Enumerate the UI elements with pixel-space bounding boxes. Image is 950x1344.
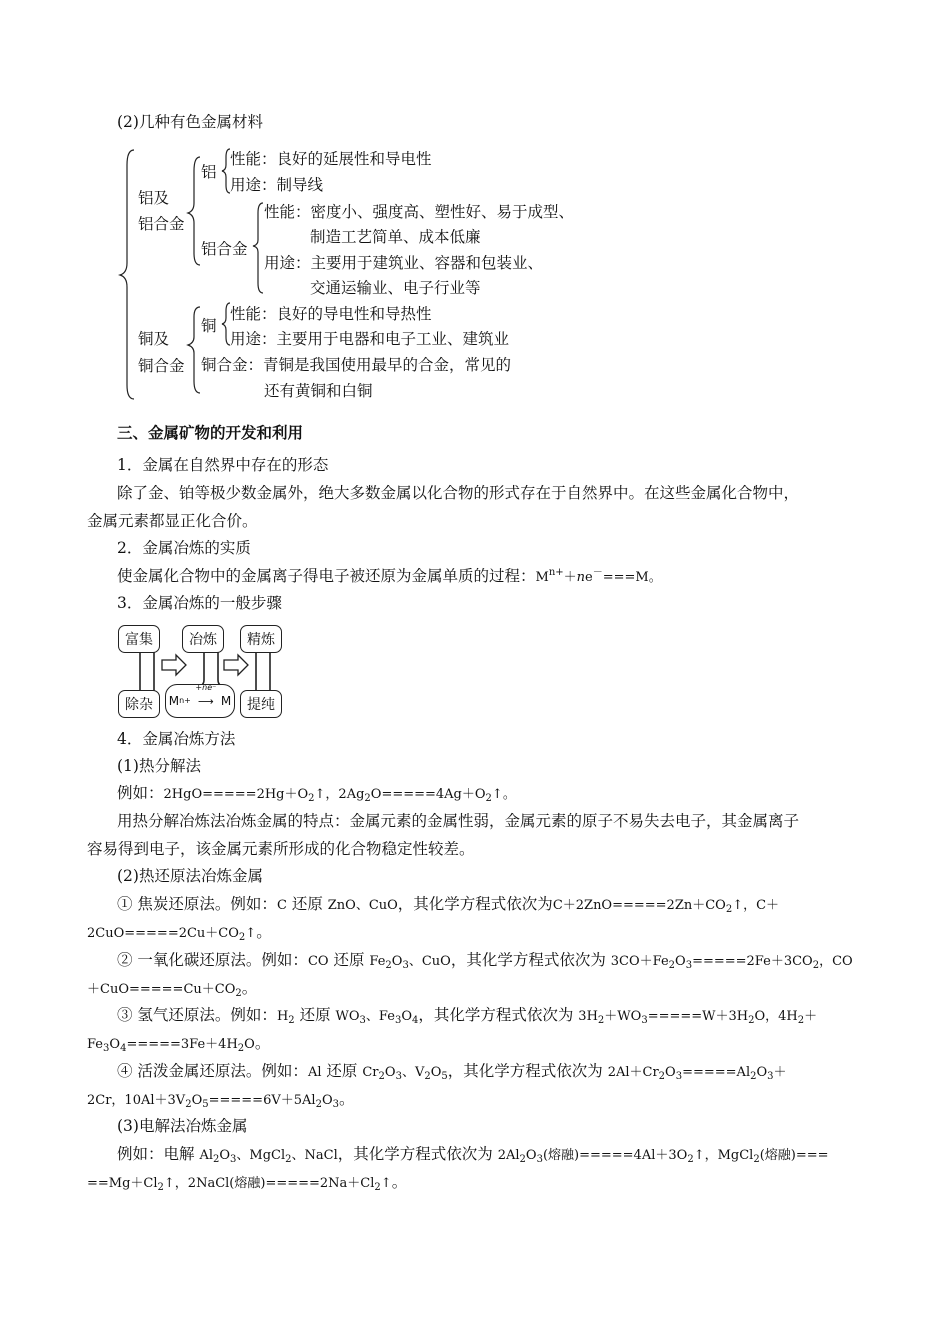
flow-step-remove-impurities: 除杂 [118,690,160,718]
reaction-arrow-label: +ne⁻ [195,683,217,692]
flow-reaction-box: M n+ +ne⁻ ⟶ M [165,684,235,718]
cu-alloy-desc-1: ：青铜是我国使用最早的合金，常见的 [247,356,512,374]
method-3-title: (3)电解法冶炼金属 [117,1117,248,1135]
section-heading: 三、金属矿物的开发和利用 [117,424,304,442]
method-1-title: (1)热分解法 [117,757,201,775]
example-prefix: 例如： [117,784,164,802]
item-1-title: 1．金属在自然界中存在的形态 [117,456,329,474]
item-1-body-2: 金属元素都显正化合价。 [87,512,258,530]
cu-label: 铜 [201,317,217,335]
cu-performance: 性能：良好的导电性和导热性 [230,305,432,323]
al-performance: 性能：良好的延展性和导电性 [230,150,432,168]
flow-step-smelt: 冶炼 [182,625,224,653]
cu-alloy-desc-2: 还有黄铜和白铜 [264,382,373,400]
method-2d-line-1: ④ 活泼金属还原法。例如：Al 还原 $Cr_2O_3$、$V_2O_5$，其化学方程式依次为 $2Al+Cr_2O_3=====Al_2O_3+$ [117,1062,787,1082]
al-label: 铝 [201,163,217,181]
reaction-right: M [220,694,232,708]
method-2b-line-1: ② 一氧化碳还原法。例如：CO 还原 $Fe_2O_3$、CuO，其化学方程式依次为 $3CO+Fe_2O_3=====2Fe+3CO_2$，CO [117,951,853,971]
item-3-title: 3．金属冶炼的一般步骤 [117,594,282,612]
al-group-label-2: 铝合金 [138,215,185,233]
item-2-title: 2．金属冶炼的实质 [117,539,251,557]
method-2d-line-2: 2Cr，$10Al+3V_2O_5=====6V+5Al_2O_3$。 [87,1090,355,1110]
reaction-arrow [193,683,219,708]
al-use: 用途：制导线 [230,176,324,194]
section-title: (2)几种有色金属材料 [117,113,263,131]
cu-alloy-label: 铜合金 [201,356,248,374]
item-2-body-text: 使金属化合物中的金属离子得电子被还原为金属单质的过程： [117,567,536,585]
flow-step-enrich: 富集 [118,625,160,653]
item-1-body-1: 除了金、铂等极少数金属外，绝大多数金属以化合物的形式存在于自然界中。在这些金属化合物中， [117,484,800,502]
item-2-body [117,566,662,588]
method-1-desc-1: 用热分解冶炼法冶炼金属的特点：金属元素的金属性弱，金属元素的原子不易失去电子，其金属离子 [117,812,800,830]
method-2b-line-2: $+CuO=====Cu+CO_2$。 [87,979,258,999]
reaction-left: M [168,694,180,708]
method-1-example: 例如：$2HgO=====2Hg+O_2↑$，$2Ag_2O=====4Ag+O_2↑$。 [117,784,516,804]
al-alloy-use-1: 用途：主要用于建筑业、容器和包装业、 [264,254,544,272]
al-alloy-perf-1: 性能：密度小、强度高、塑性好、易于成型、 [264,203,575,221]
method-2a-line-2: $2CuO=====2Cu+CO_2↑$。 [87,923,272,943]
method-2a-line-1: ① 焦炭还原法。例如：C 还原 ZnO、CuO，其化学方程式依次为$C+2ZnO=====2Zn+CO_2↑$，C＋ [117,895,780,915]
cu-use: 用途：主要用于电器和电子工业、建筑业 [230,330,510,348]
method-3-line-1: 例如：电解 $Al_2O_3$、MgCl$_2$、NaCl，其化学方程式依次为 $2Al_2O_3$(熔融)$=====4Al+3O_2↑$，MgCl$_2$(熔融)=== [117,1145,829,1165]
method-2c-line-2: $Fe_3O_4=====3Fe+4H_2O$。 [87,1034,271,1054]
item-4-title: 4．金属冶炼方法 [117,730,236,748]
cu-alloy-line-1 [201,355,511,375]
method-2-title: (2)热还原法冶炼金属 [117,867,263,885]
cu-group-label-1: 铜及 [138,330,170,348]
al-alloy-use-2: 交通运输业、电子行业等 [310,279,481,297]
cu-group-label-2: 铜合金 [138,357,185,375]
item-2-equation: $M^{n+}+ne^-===M$。 [535,567,662,585]
al-alloy-label: 铝合金 [201,240,248,258]
arrow-icon: ⟶ [198,695,214,708]
al-alloy-perf-2: 制造工艺简单、成本低廉 [310,228,481,246]
method-3-line-2: $==Mg+Cl_2↑$，2NaCl(熔融)$=====2Na+Cl_2↑$。 [87,1173,408,1193]
flow-step-purify: 提纯 [240,690,282,718]
method-2c-line-1: ③ 氢气还原法。例如：$H_2$ 还原 $WO_3$、$Fe_3O_4$，其化学方程式依次为 $3H_2+WO_3=====W+3H_2O$，$4H_2+$ [117,1006,818,1026]
method-1-desc-2: 容易得到电子，该金属元素所形成的化合物稳定性较差。 [87,840,475,858]
al-group-label-1: 铝及 [138,189,170,207]
flow-step-refine: 精炼 [240,625,282,653]
